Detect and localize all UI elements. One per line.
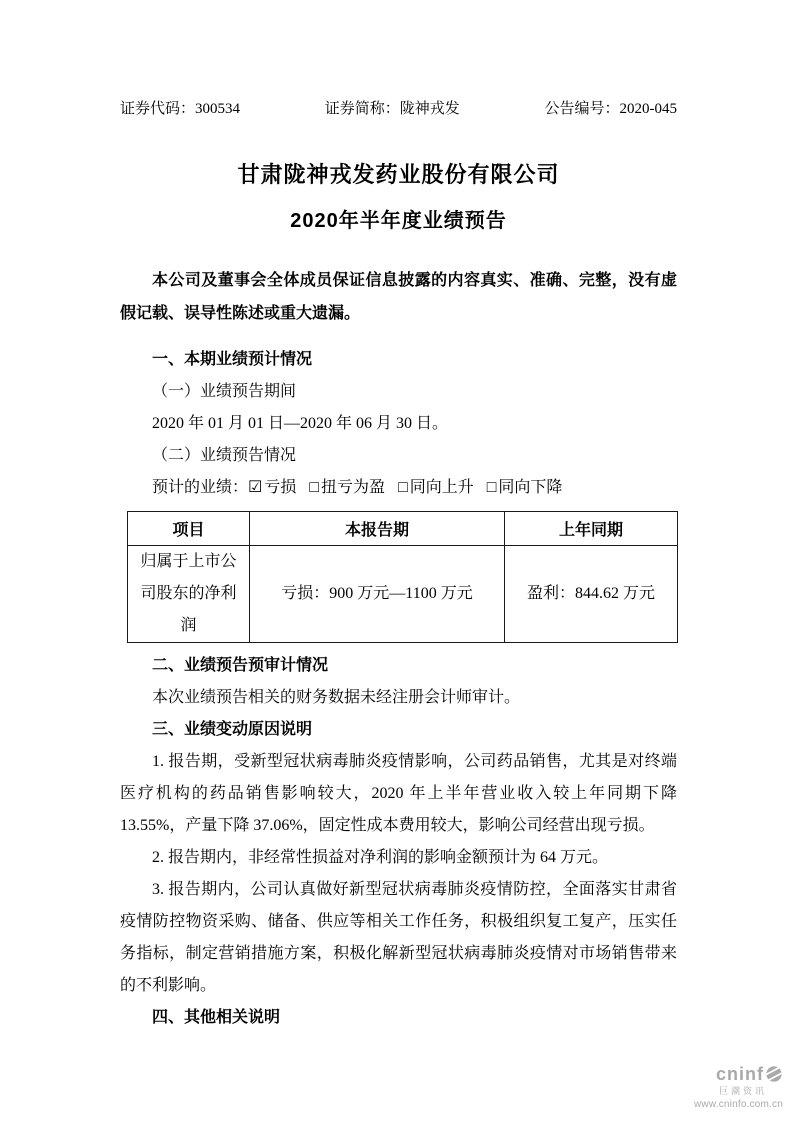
- announcement-number: 公告编号：2020-045: [544, 101, 677, 117]
- forecast-option-same-direction-up: [398, 479, 474, 496]
- section1-sub2: （二）业绩预告情况: [152, 447, 297, 464]
- checkbox-unchecked-icon: □: [398, 479, 408, 496]
- company-name-title: 甘肃陇神戎发药业股份有限公司: [237, 162, 560, 187]
- table-cell-current-period: 亏损：900 万元—1100 万元: [250, 546, 505, 643]
- cninfo-brand-row: [694, 1065, 783, 1083]
- section3-paragraph-2: 2. 报告期内，非经常性损益对净利润的影响金额预计为 64 万元。: [152, 849, 609, 866]
- section2-heading: 二、业绩预告预审计情况: [152, 657, 329, 674]
- cninfo-url: www.cninfo.com.cn: [694, 1099, 783, 1110]
- table-header-current-period: 本报告期: [250, 512, 505, 546]
- forecast-option-label: 同向下降: [498, 479, 563, 496]
- document-header: [120, 97, 677, 118]
- stock-abbr: 证券简称：陇神戎发: [324, 101, 460, 117]
- section3-heading: 三、业绩变动原因说明: [152, 721, 313, 738]
- table-cell-item: 归属于上市公司股东的净利润: [128, 546, 250, 643]
- cninfo-brand-cn: 巨潮资讯: [718, 1086, 767, 1096]
- stock-code: 证券代码：300534: [120, 101, 241, 117]
- forecast-option-label: 同向上升: [409, 479, 474, 496]
- forecast-period: 2020 年 01 月 01 日—2020 年 06 月 30 日。: [152, 415, 449, 432]
- checkbox-checked-icon: ☑: [248, 479, 263, 496]
- forecast-option-label: 扭亏为盈: [321, 479, 386, 496]
- disclaimer-paragraph: 本公司及董事会全体成员保证信息披露的内容真实、准确、完整，没有虚假记载、误导性陈述或重大遗漏。: [120, 272, 677, 322]
- table-data-row: [128, 546, 678, 643]
- forecast-options-line: [120, 472, 677, 504]
- section4-heading: 四、其他相关说明: [152, 1009, 281, 1026]
- section3-paragraph-1: 1. 报告期，受新型冠状病毒肺炎疫情影响，公司药品销售，尤其是对终端医疗机构的药品销售影响较大，2020 年上半年营业收入较上年同期下降 13.55%，产量下降 37.06%，固定性成本费用较大，影响公司经营出现亏损。: [120, 753, 677, 834]
- section1-sub1: （一）业绩预告期间: [152, 383, 297, 400]
- document-content: [120, 97, 677, 1034]
- section3-paragraph-3: 3. 报告期内，公司认真做好新型冠状病毒肺炎疫情防控，全面落实甘肃省疫情防控物资采购、储备、供应等相关工作任务，积极组织复工复产，压实任务指标，制定营销措施方案，积极化解新型冠状病毒肺炎疫情对市场销售带来的不利影响。: [120, 881, 677, 994]
- cninfo-swirl-icon: [765, 1065, 783, 1083]
- forecast-option-same-direction-down: [487, 479, 563, 496]
- forecast-option-loss: [248, 479, 296, 496]
- cninfo-logo: [694, 1065, 783, 1110]
- table-cell-prior-period: 盈利：844.62 万元: [505, 546, 678, 643]
- section1-heading: 一、本期业绩预计情况: [152, 351, 313, 368]
- checkbox-unchecked-icon: □: [486, 479, 497, 496]
- table-header-row: [128, 512, 678, 546]
- forecast-option-turnaround: [309, 479, 385, 496]
- table-header-prior-period: 上年同期: [505, 512, 678, 546]
- forecast-label: 预计的业绩：: [152, 479, 249, 496]
- checkbox-unchecked-icon: □: [309, 479, 320, 496]
- section2-body: 本次业绩预告相关的财务数据未经注册会计师审计。: [152, 689, 521, 706]
- forecast-table: [127, 511, 678, 643]
- forecast-option-label: 亏损: [264, 479, 297, 496]
- report-title: 2020年半年度业绩预告: [290, 210, 507, 232]
- cninfo-brand-text: cninf: [716, 1064, 764, 1084]
- table-header-item: 项目: [128, 512, 250, 546]
